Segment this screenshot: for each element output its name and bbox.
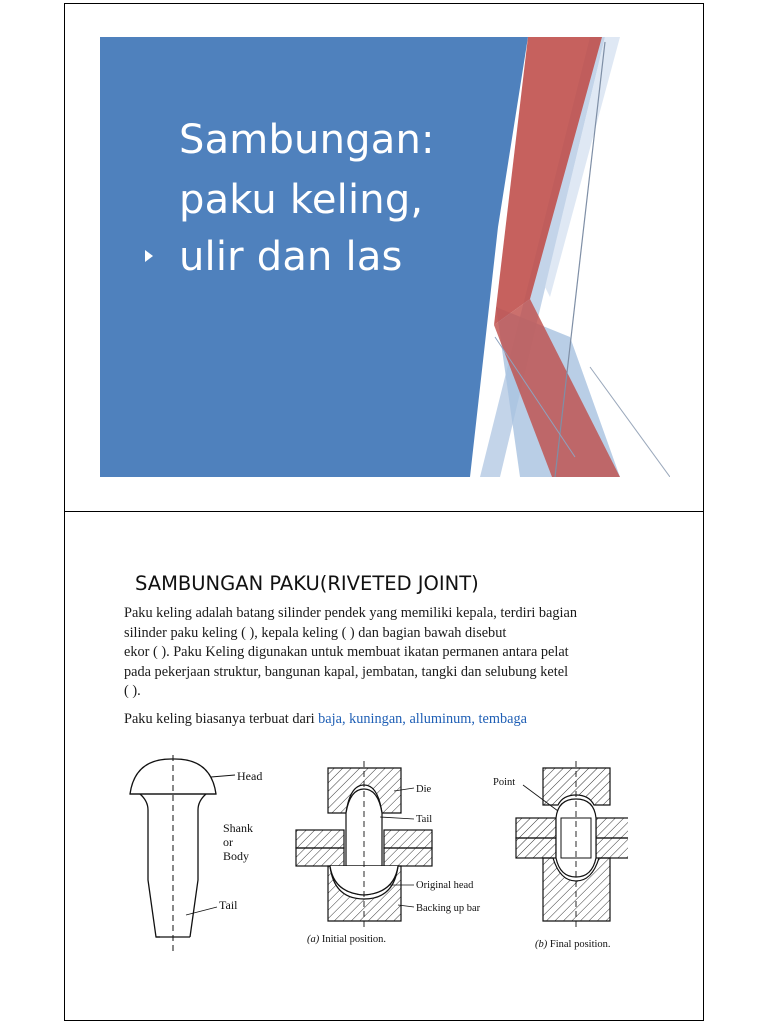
backing-bar-label: Backing up bar xyxy=(416,903,481,914)
materials-sentence xyxy=(124,711,527,728)
rivet-part-drawing xyxy=(130,755,235,951)
initial-caption-text: Initial position. xyxy=(319,934,387,945)
title-line-1: Sambungan: xyxy=(179,117,435,163)
paragraph-line: pada pekerjaan struktur, bangunan kapal, jembatan, tangki dan selubung ketel xyxy=(124,663,569,680)
materials-prefix: Paku keling biasanya terbuat dari xyxy=(124,711,319,727)
definition-paragraph xyxy=(124,604,654,702)
initial-caption-prefix: (a) xyxy=(307,934,320,945)
paragraph-line: ( ). xyxy=(124,683,141,700)
materials-list: baja, kuningan, alluminum, tembaga xyxy=(318,711,527,727)
initial-caption xyxy=(307,934,386,945)
original-head-label: Original head xyxy=(416,880,474,891)
die-label: Die xyxy=(416,784,432,795)
tail-label-initial: Tail xyxy=(416,814,433,825)
tail-label: Tail xyxy=(219,898,238,912)
title-line-2: paku keling, xyxy=(179,177,424,223)
final-caption xyxy=(535,939,611,950)
initial-position-drawing xyxy=(296,761,432,927)
bullet-arrow-icon xyxy=(145,250,153,262)
title-slide xyxy=(100,37,670,477)
shank-label: Shank xyxy=(223,821,253,835)
or-label: or xyxy=(223,835,233,849)
final-caption-prefix: (b) xyxy=(535,939,548,950)
section-heading: SAMBUNGAN PAKU(RIVETED JOINT) xyxy=(135,572,479,595)
point-label: Point xyxy=(493,777,516,788)
paragraph-line: Paku keling adalah batang silinder pendek yang memiliki kepala, terdiri bagian xyxy=(124,605,577,621)
final-caption-text: Final position. xyxy=(547,939,611,950)
rivet-diagram xyxy=(118,755,628,955)
paragraph-line: ekor ( ). Paku Keling digunakan untuk membuat ikatan permanen antara pelat xyxy=(124,644,569,661)
body-label: Body xyxy=(223,849,250,863)
paragraph-line: silinder paku keling ( ), kepala keling ( ) dan bagian bawah disebut xyxy=(124,624,507,641)
head-label: Head xyxy=(237,769,263,783)
slide-divider xyxy=(64,511,704,512)
final-position-drawing xyxy=(516,761,628,927)
title-line-3: ulir dan las xyxy=(179,234,403,280)
